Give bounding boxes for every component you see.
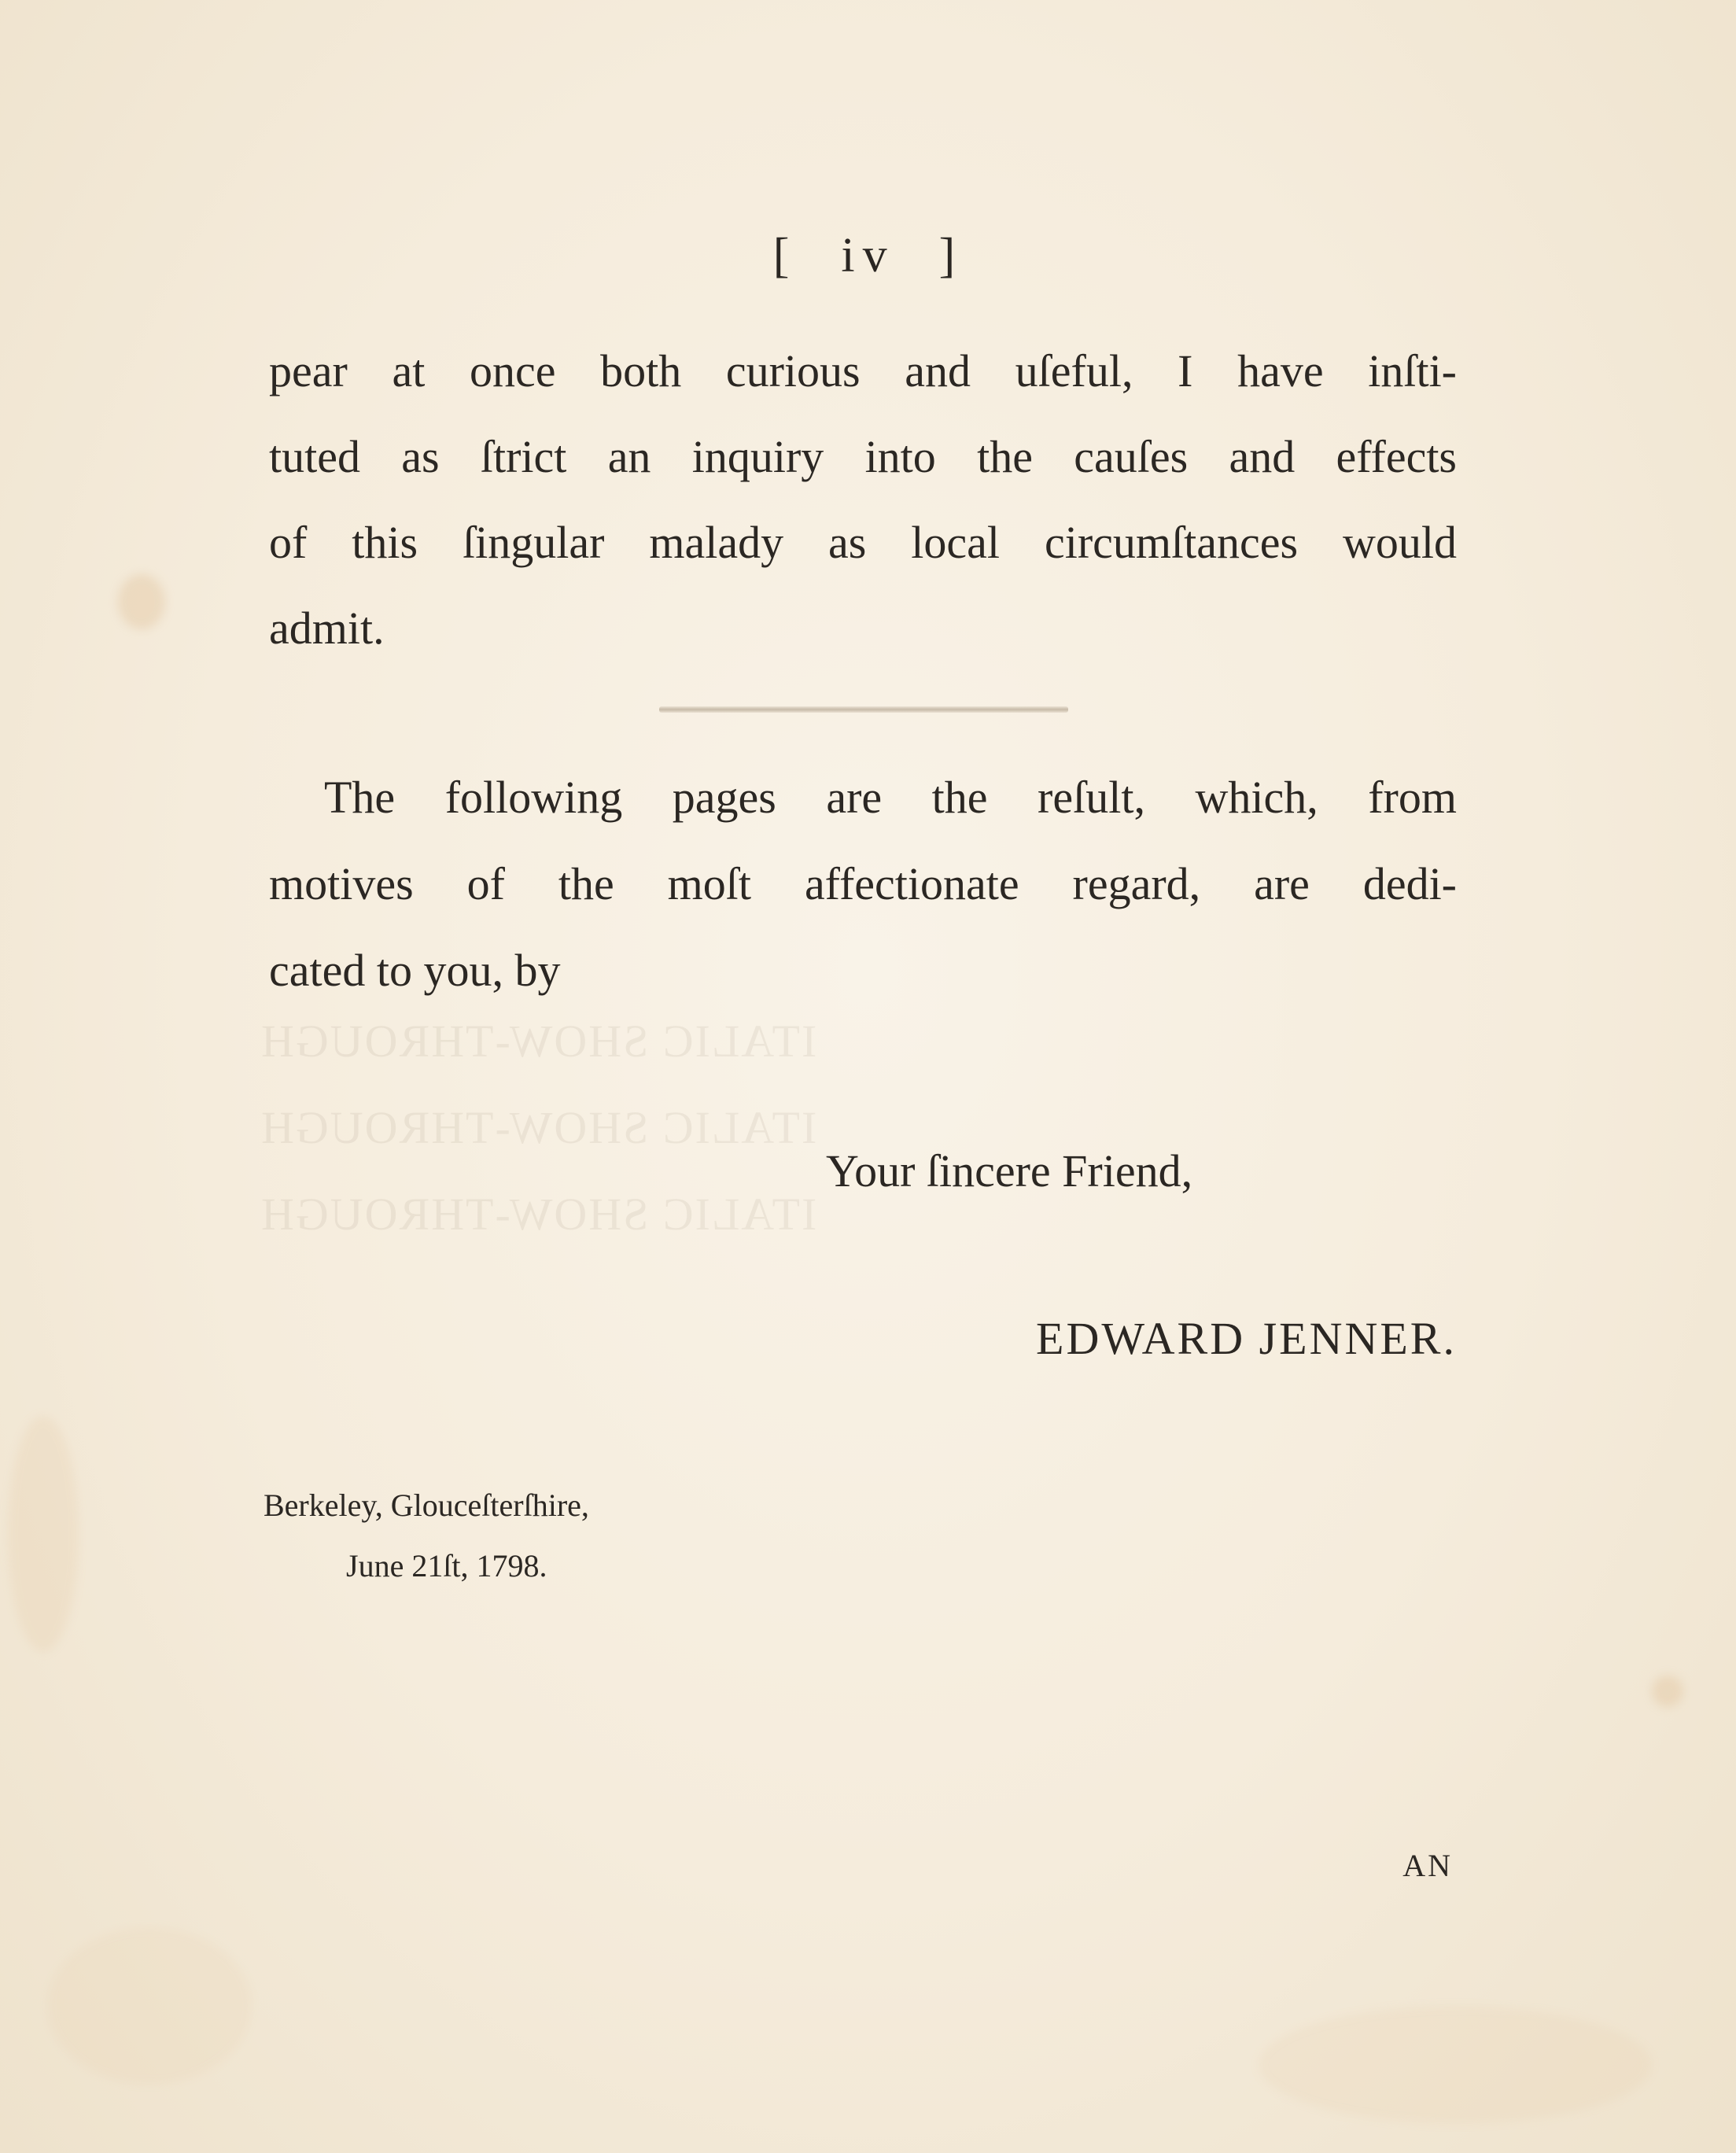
foxing-stain [1259, 2006, 1652, 2124]
text-line: of this ſingular malady as local circumſtances would [269, 517, 1457, 568]
text-line: tuted as ſtrict an inquiry into the cauſes and effects [269, 431, 1457, 482]
show-through-text: ITALIC SHOW-THROUGH [260, 1016, 817, 1067]
page-folio [0, 228, 1736, 284]
folio-page-number: iv [841, 229, 895, 282]
dateline-place: Berkeley, Glouceſterſhire, [264, 1488, 589, 1523]
folio-open-bracket: [ [772, 229, 798, 282]
closing-salutation: Your ſincere Friend, [826, 1145, 1193, 1196]
show-through-text: ITALIC SHOW-THROUGH [260, 1102, 817, 1153]
text-line: cated to you, by [269, 945, 561, 996]
dateline-date: June 21ſt, 1798. [346, 1548, 547, 1583]
folio-close-bracket: ] [938, 229, 964, 282]
catchword: AN [1402, 1848, 1453, 1883]
text-line: admit. [269, 603, 385, 654]
foxing-stain [1652, 1676, 1683, 1707]
foxing-stain [47, 1927, 252, 2085]
text-line: motives of the moſt affectionate regard, are dedi- [269, 858, 1457, 909]
foxing-stain [118, 574, 165, 629]
section-divider [659, 706, 1068, 713]
text-line: The following pages are the reſult, which, from [324, 772, 1457, 823]
show-through-text: ITALIC SHOW-THROUGH [260, 1189, 817, 1240]
author-signature: EDWARD JENNER. [1036, 1313, 1457, 1364]
text-line: pear at once both curious and uſeful, I have inſti- [269, 345, 1457, 396]
foxing-stain [8, 1416, 79, 1652]
